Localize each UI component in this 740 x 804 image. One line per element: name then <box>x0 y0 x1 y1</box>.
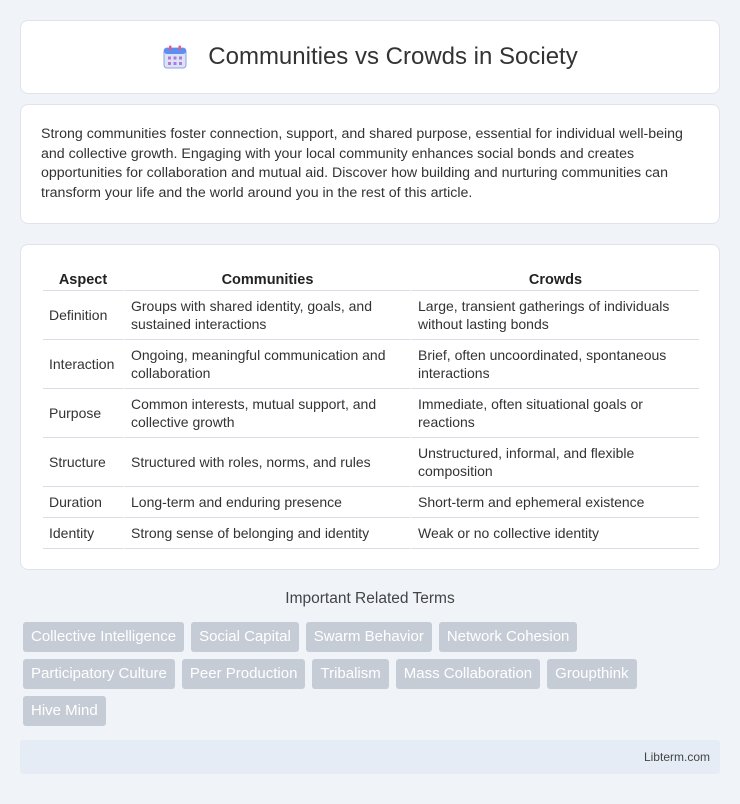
comparison-table <box>43 265 699 549</box>
table-cell-crowds: Weak or no collective identity <box>410 518 699 549</box>
table-cell-crowds: Large, transient gatherings of individuals without lasting bonds <box>410 291 699 340</box>
related-term-tag[interactable]: Peer Production <box>182 659 306 689</box>
related-term-tag[interactable]: Network Cohesion <box>439 622 578 652</box>
table-row <box>43 389 699 438</box>
related-terms-heading: Important Related Terms <box>285 590 455 607</box>
table-cell-aspect: Purpose <box>43 389 123 438</box>
related-term-tag[interactable]: Participatory Culture <box>23 659 175 689</box>
column-header-crowds: Crowds <box>410 265 699 291</box>
table-row <box>43 438 699 487</box>
related-term-tag[interactable]: Groupthink <box>547 659 636 689</box>
table-cell-crowds: Unstructured, informal, and flexible composition <box>410 438 699 487</box>
related-terms-list <box>23 622 723 726</box>
table-header-row <box>43 265 699 291</box>
table-cell-communities: Structured with roles, norms, and rules <box>123 438 410 487</box>
table-cell-communities: Strong sense of belonging and identity <box>123 518 410 549</box>
table-cell-aspect: Definition <box>43 291 123 340</box>
comparison-card <box>20 244 720 570</box>
page-title: Communities vs Crowds in Society <box>208 43 578 70</box>
table-cell-aspect: Duration <box>43 487 123 518</box>
related-term-tag[interactable]: Collective Intelligence <box>23 622 184 652</box>
table-cell-communities: Groups with shared identity, goals, and sustained interactions <box>123 291 410 340</box>
related-term-tag[interactable]: Social Capital <box>191 622 299 652</box>
related-term-tag[interactable]: Tribalism <box>312 659 388 689</box>
table-row <box>43 487 699 518</box>
table-cell-crowds: Short-term and ephemeral existence <box>410 487 699 518</box>
column-header-aspect: Aspect <box>43 265 123 291</box>
calendar-icon <box>162 44 188 70</box>
related-term-tag[interactable]: Mass Collaboration <box>396 659 540 689</box>
table-row <box>43 340 699 389</box>
footer <box>20 740 720 774</box>
table-row <box>43 291 699 340</box>
table-cell-crowds: Brief, often uncoordinated, spontaneous interactions <box>410 340 699 389</box>
footer-site-link[interactable]: Libterm.com <box>643 750 710 764</box>
table-row <box>43 518 699 549</box>
table-cell-communities: Ongoing, meaningful communication and collaboration <box>123 340 410 389</box>
header-card <box>20 20 720 94</box>
table-cell-aspect: Structure <box>43 438 123 487</box>
column-header-communities: Communities <box>123 265 410 291</box>
table-cell-aspect: Identity <box>43 518 123 549</box>
related-term-tag[interactable]: Swarm Behavior <box>306 622 432 652</box>
intro-paragraph: Strong communities foster connection, support, and shared purpose, essential for individual well-being and collective growth. Engaging with your local community enhances social bonds and creates opportunities for collaboration and mutual aid. Discover how building and nurturing communities can transform your life and the world around you in the rest of this article. <box>41 126 683 201</box>
table-cell-crowds: Immediate, often situational goals or reactions <box>410 389 699 438</box>
table-cell-communities: Long-term and enduring presence <box>123 487 410 518</box>
table-cell-communities: Common interests, mutual support, and collective growth <box>123 389 410 438</box>
table-cell-aspect: Interaction <box>43 340 123 389</box>
related-term-tag[interactable]: Hive Mind <box>23 696 106 726</box>
intro-card <box>20 104 720 224</box>
